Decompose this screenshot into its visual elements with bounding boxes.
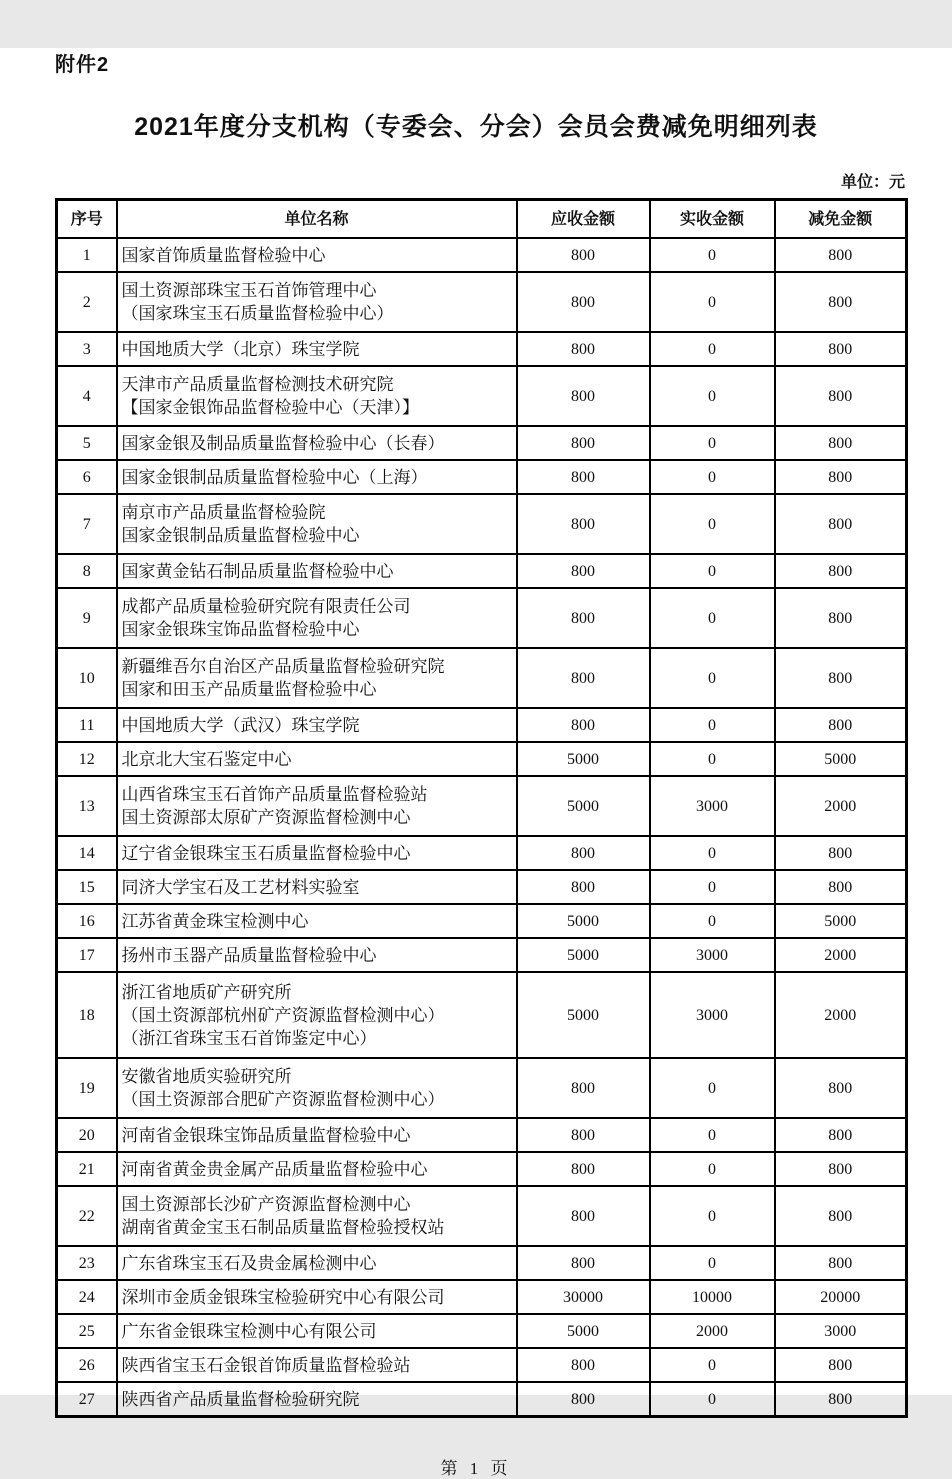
row-serial-number: 5 xyxy=(57,426,117,460)
table-row xyxy=(57,1280,907,1314)
row-serial-number: 24 xyxy=(57,1280,117,1314)
row-unit-name xyxy=(117,870,517,904)
row-receivable-amount: 800 xyxy=(517,836,650,870)
row-reduction-amount: 20000 xyxy=(775,1280,907,1314)
row-serial-number: 15 xyxy=(57,870,117,904)
header-serial-number: 序号 xyxy=(57,200,117,239)
unit-name-line: 陕西省产品质量监督检验研究院 xyxy=(121,1389,360,1409)
table-row xyxy=(57,648,907,708)
document-page xyxy=(0,48,952,1478)
header-row xyxy=(57,200,907,239)
unit-name-line: 扬州市玉器产品质量监督检验中心 xyxy=(121,945,377,965)
row-reduction-amount: 800 xyxy=(775,272,907,332)
row-unit-name xyxy=(117,332,517,366)
unit-name-line: （国家珠宝玉石质量监督检验中心） xyxy=(121,304,394,323)
row-unit-name xyxy=(117,1058,517,1118)
row-unit-name xyxy=(117,648,517,708)
row-received-amount: 0 xyxy=(650,494,775,554)
row-serial-number: 17 xyxy=(57,938,117,972)
table-row xyxy=(57,1314,907,1348)
row-unit-name xyxy=(117,972,517,1058)
row-reduction-amount: 800 xyxy=(775,1382,907,1417)
row-reduction-amount: 800 xyxy=(775,1118,907,1152)
unit-name-line: 国家金银珠宝饰品监督检验中心 xyxy=(121,620,360,639)
table-row xyxy=(57,1186,907,1246)
row-serial-number: 20 xyxy=(57,1118,117,1152)
unit-name-line: 中国地质大学（北京）珠宝学院 xyxy=(121,339,360,359)
row-reduction-amount: 2000 xyxy=(775,938,907,972)
row-reduction-amount: 800 xyxy=(775,460,907,494)
unit-name-line: （国土资源部合肥矿产资源监督检测中心） xyxy=(121,1090,445,1109)
row-unit-name xyxy=(117,1152,517,1186)
row-unit-name xyxy=(117,426,517,460)
table-row xyxy=(57,1152,907,1186)
row-receivable-amount: 30000 xyxy=(517,1280,650,1314)
unit-name-line: 天津市产品质量监督检测技术研究院 xyxy=(121,375,394,394)
row-unit-name xyxy=(117,1280,517,1314)
row-unit-name xyxy=(117,836,517,870)
row-serial-number: 22 xyxy=(57,1186,117,1246)
row-reduction-amount: 800 xyxy=(775,332,907,366)
unit-name-line: 国土资源部珠宝玉石首饰管理中心 xyxy=(121,281,377,300)
unit-name-line: 安徽省地质实验研究所 xyxy=(121,1067,292,1086)
table-row xyxy=(57,1118,907,1152)
row-received-amount: 3000 xyxy=(650,972,775,1058)
row-serial-number: 19 xyxy=(57,1058,117,1118)
unit-name-line: 北京北大宝石鉴定中心 xyxy=(121,749,292,769)
row-received-amount: 10000 xyxy=(650,1280,775,1314)
table-row xyxy=(57,1382,907,1417)
unit-name-line: 国家金银制品质量监督检验中心 xyxy=(121,526,360,545)
unit-name-line: 浙江省地质矿产研究所 xyxy=(121,982,292,1002)
table-row xyxy=(57,554,907,588)
unit-name-line: 河南省金银珠宝饰品质量监督检验中心 xyxy=(121,1125,411,1145)
row-receivable-amount: 800 xyxy=(517,1246,650,1280)
row-unit-name xyxy=(117,1186,517,1246)
row-unit-name xyxy=(117,1382,517,1417)
row-received-amount: 0 xyxy=(650,1058,775,1118)
row-receivable-amount: 800 xyxy=(517,1348,650,1382)
row-received-amount: 0 xyxy=(650,1382,775,1417)
row-unit-name xyxy=(117,904,517,938)
table-row xyxy=(57,972,907,1058)
fee-table xyxy=(55,198,908,1418)
table-row xyxy=(57,366,907,426)
row-reduction-amount: 5000 xyxy=(775,904,907,938)
row-reduction-amount: 800 xyxy=(775,588,907,648)
row-unit-name xyxy=(117,1246,517,1280)
header-receivable: 应收金额 xyxy=(517,200,650,239)
row-serial-number: 18 xyxy=(57,972,117,1058)
row-serial-number: 27 xyxy=(57,1382,117,1417)
row-receivable-amount: 800 xyxy=(517,366,650,426)
table-row xyxy=(57,870,907,904)
row-receivable-amount: 800 xyxy=(517,238,650,272)
table-row xyxy=(57,904,907,938)
table-row xyxy=(57,1058,907,1118)
row-received-amount: 0 xyxy=(650,1348,775,1382)
row-receivable-amount: 800 xyxy=(517,648,650,708)
unit-name-line: 成都产品质量检验研究院有限责任公司 xyxy=(121,597,411,616)
row-unit-name xyxy=(117,460,517,494)
row-received-amount: 2000 xyxy=(650,1314,775,1348)
row-receivable-amount: 800 xyxy=(517,870,650,904)
unit-name-line: 中国地质大学（武汉）珠宝学院 xyxy=(121,715,360,735)
header-received: 实收金额 xyxy=(650,200,775,239)
row-receivable-amount: 5000 xyxy=(517,776,650,836)
row-serial-number: 7 xyxy=(57,494,117,554)
row-unit-name xyxy=(117,366,517,426)
table-row xyxy=(57,776,907,836)
row-received-amount: 0 xyxy=(650,554,775,588)
unit-name-line: 陕西省宝玉石金银首饰质量监督检验站 xyxy=(121,1355,411,1375)
table-row xyxy=(57,332,907,366)
row-serial-number: 2 xyxy=(57,272,117,332)
table-row xyxy=(57,238,907,272)
row-serial-number: 3 xyxy=(57,332,117,366)
unit-name-line: 新疆维吾尔自治区产品质量监督检验研究院 xyxy=(121,657,445,676)
row-unit-name xyxy=(117,238,517,272)
row-received-amount: 0 xyxy=(650,1246,775,1280)
row-unit-name xyxy=(117,554,517,588)
row-serial-number: 13 xyxy=(57,776,117,836)
row-receivable-amount: 5000 xyxy=(517,742,650,776)
row-unit-name xyxy=(117,1314,517,1348)
row-serial-number: 9 xyxy=(57,588,117,648)
unit-name-line: （国土资源部杭州矿产资源监督检测中心） xyxy=(121,1005,445,1025)
row-reduction-amount: 800 xyxy=(775,1058,907,1118)
row-receivable-amount: 800 xyxy=(517,494,650,554)
row-reduction-amount: 800 xyxy=(775,1152,907,1186)
unit-name-line: 广东省珠宝玉石及贵金属检测中心 xyxy=(121,1253,377,1273)
row-received-amount: 3000 xyxy=(650,776,775,836)
row-unit-name xyxy=(117,742,517,776)
unit-name-line: 河南省黄金贵金属产品质量监督检验中心 xyxy=(121,1159,428,1179)
row-received-amount: 0 xyxy=(650,272,775,332)
table-row xyxy=(57,272,907,332)
unit-name-line: 江苏省黄金珠宝检测中心 xyxy=(121,911,309,931)
row-reduction-amount: 800 xyxy=(775,494,907,554)
row-receivable-amount: 800 xyxy=(517,708,650,742)
row-receivable-amount: 800 xyxy=(517,588,650,648)
row-receivable-amount: 800 xyxy=(517,1382,650,1417)
table-row xyxy=(57,836,907,870)
row-receivable-amount: 800 xyxy=(517,554,650,588)
row-unit-name xyxy=(117,938,517,972)
row-unit-name xyxy=(117,272,517,332)
table-row xyxy=(57,1246,907,1280)
table-row xyxy=(57,708,907,742)
unit-name-line: 广东省金银珠宝检测中心有限公司 xyxy=(121,1321,377,1341)
unit-name-line: （浙江省珠宝玉石首饰鉴定中心） xyxy=(121,1028,377,1048)
attachment-label: 附件2 xyxy=(55,54,110,76)
row-reduction-amount: 800 xyxy=(775,554,907,588)
row-unit-name xyxy=(117,1348,517,1382)
row-receivable-amount: 800 xyxy=(517,1118,650,1152)
row-serial-number: 25 xyxy=(57,1314,117,1348)
row-serial-number: 21 xyxy=(57,1152,117,1186)
row-received-amount: 0 xyxy=(650,1152,775,1186)
unit-name-line: 国家首饰质量监督检验中心 xyxy=(121,245,326,265)
row-received-amount: 0 xyxy=(650,648,775,708)
row-reduction-amount: 800 xyxy=(775,836,907,870)
row-received-amount: 0 xyxy=(650,460,775,494)
row-receivable-amount: 800 xyxy=(517,1152,650,1186)
row-received-amount: 0 xyxy=(650,1186,775,1246)
row-reduction-amount: 800 xyxy=(775,648,907,708)
row-reduction-amount: 2000 xyxy=(775,972,907,1058)
row-reduction-amount: 800 xyxy=(775,426,907,460)
row-serial-number: 16 xyxy=(57,904,117,938)
row-received-amount: 0 xyxy=(650,332,775,366)
table-row xyxy=(57,426,907,460)
page-title: 2021年度分支机构（专委会、分会）会员会费减免明细列表 xyxy=(134,113,818,141)
row-received-amount: 0 xyxy=(650,426,775,460)
table-row xyxy=(57,460,907,494)
row-reduction-amount: 800 xyxy=(775,1246,907,1280)
row-serial-number: 10 xyxy=(57,648,117,708)
row-reduction-amount: 800 xyxy=(775,708,907,742)
row-serial-number: 4 xyxy=(57,366,117,426)
row-receivable-amount: 5000 xyxy=(517,938,650,972)
table-row xyxy=(57,1348,907,1382)
table-row xyxy=(57,938,907,972)
row-serial-number: 11 xyxy=(57,708,117,742)
unit-name-line: 同济大学宝石及工艺材料实验室 xyxy=(121,877,360,897)
row-receivable-amount: 800 xyxy=(517,1186,650,1246)
row-receivable-amount: 5000 xyxy=(517,904,650,938)
row-received-amount: 3000 xyxy=(650,938,775,972)
row-reduction-amount: 800 xyxy=(775,366,907,426)
row-unit-name xyxy=(117,708,517,742)
unit-name-line: 湖南省黄金宝玉石制品质量监督检验授权站 xyxy=(121,1218,445,1237)
unit-name-line: 国土资源部太原矿产资源监督检测中心 xyxy=(121,808,411,827)
table-row xyxy=(57,588,907,648)
row-reduction-amount: 800 xyxy=(775,870,907,904)
unit-name-line: 国家和田玉产品质量监督检验中心 xyxy=(121,680,377,699)
row-reduction-amount: 800 xyxy=(775,1186,907,1246)
header-reduction: 减免金额 xyxy=(775,200,907,239)
row-received-amount: 0 xyxy=(650,904,775,938)
table-row xyxy=(57,742,907,776)
row-serial-number: 1 xyxy=(57,238,117,272)
row-serial-number: 26 xyxy=(57,1348,117,1382)
row-reduction-amount: 800 xyxy=(775,1348,907,1382)
row-receivable-amount: 800 xyxy=(517,426,650,460)
row-reduction-amount: 3000 xyxy=(775,1314,907,1348)
row-receivable-amount: 5000 xyxy=(517,1314,650,1348)
row-reduction-amount: 800 xyxy=(775,238,907,272)
row-serial-number: 14 xyxy=(57,836,117,870)
unit-name-line: 国家金银及制品质量监督检验中心（长春） xyxy=(121,433,445,453)
row-unit-name xyxy=(117,1118,517,1152)
row-received-amount: 0 xyxy=(650,708,775,742)
header-unit-name: 单位名称 xyxy=(117,200,517,239)
row-received-amount: 0 xyxy=(650,1118,775,1152)
row-received-amount: 0 xyxy=(650,742,775,776)
row-unit-name xyxy=(117,776,517,836)
row-receivable-amount: 800 xyxy=(517,1058,650,1118)
unit-name-line: 深圳市金质金银珠宝检验研究中心有限公司 xyxy=(121,1287,445,1307)
unit-name-line: 国家金银制品质量监督检验中心（上海） xyxy=(121,467,428,487)
row-serial-number: 6 xyxy=(57,460,117,494)
row-unit-name xyxy=(117,494,517,554)
row-receivable-amount: 800 xyxy=(517,272,650,332)
unit-name-line: 国家黄金钻石制品质量监督检验中心 xyxy=(121,561,394,581)
row-unit-name xyxy=(117,588,517,648)
row-receivable-amount: 800 xyxy=(517,332,650,366)
row-receivable-amount: 5000 xyxy=(517,972,650,1058)
unit-name-line: 山西省珠宝玉石首饰产品质量监督检验站 xyxy=(121,785,428,804)
row-received-amount: 0 xyxy=(650,588,775,648)
row-received-amount: 0 xyxy=(650,836,775,870)
row-reduction-amount: 2000 xyxy=(775,776,907,836)
row-reduction-amount: 5000 xyxy=(775,742,907,776)
table-body xyxy=(57,238,907,1417)
unit-note: 单位：元 xyxy=(840,174,905,191)
unit-name-line: 【国家金银饰品监督检验中心（天津）】 xyxy=(121,398,419,417)
unit-name-line: 南京市产品质量监督检验院 xyxy=(121,503,326,522)
row-serial-number: 8 xyxy=(57,554,117,588)
row-received-amount: 0 xyxy=(650,366,775,426)
row-serial-number: 12 xyxy=(57,742,117,776)
row-serial-number: 23 xyxy=(57,1246,117,1280)
table-row xyxy=(57,494,907,554)
unit-name-line: 辽宁省金银珠宝玉石质量监督检验中心 xyxy=(121,843,411,863)
row-receivable-amount: 800 xyxy=(517,460,650,494)
table-header xyxy=(57,200,907,239)
unit-name-line: 国土资源部长沙矿产资源监督检测中心 xyxy=(121,1195,411,1214)
row-received-amount: 0 xyxy=(650,238,775,272)
page-number: 第 1 页 xyxy=(440,1459,512,1478)
row-received-amount: 0 xyxy=(650,870,775,904)
